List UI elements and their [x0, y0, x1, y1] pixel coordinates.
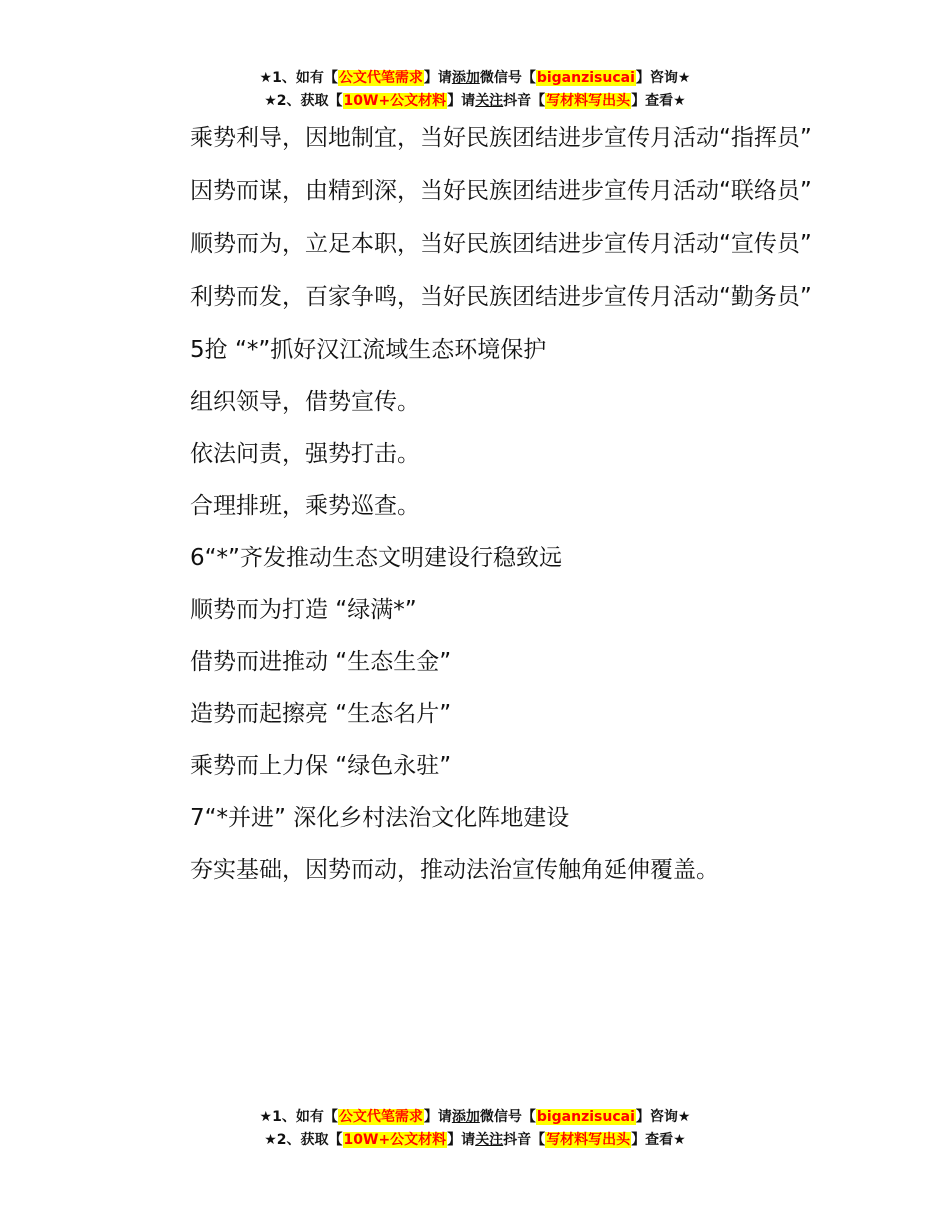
section-heading: 7“*并进” 深化乡村法治文化阵地建设	[190, 805, 570, 831]
paragraph: 乘势利导，因地制宜，当好民族团结进步宣传月活动“指挥员”	[190, 125, 812, 151]
section-heading: 5抢 “*”抓好汉江流域生态环境保护	[190, 337, 547, 363]
banner-line-1: ★1、如有【公文代笔需求】请添加微信号【biganzisucai】咨询★	[259, 1109, 691, 1125]
paragraph: 乘势而上力保 “绿色永驻”	[190, 753, 452, 779]
banner-line-1: ★1、如有【公文代笔需求】请添加微信号【biganzisucai】咨询★	[259, 70, 691, 86]
paragraph: 合理排班，乘势巡查。	[190, 493, 420, 519]
highlight-wechat-id: biganzisucai	[536, 1109, 635, 1125]
paragraph: 因势而谋，由精到深，当好民族团结进步宣传月活动“联络员”	[190, 178, 812, 204]
highlight-materials: 10W+公文材料	[343, 93, 447, 109]
paragraph: 组织领导，借势宣传。	[190, 389, 420, 415]
paragraph: 造势而起擦亮 “生态名片”	[190, 701, 452, 727]
paragraph: 顺势而为，立足本职，当好民族团结进步宣传月活动“宣传员”	[190, 231, 812, 257]
banner-line-2: ★2、获取【10W+公文材料】请关注抖音【写材料写出头】查看★	[264, 93, 686, 109]
highlight-douyin: 写材料写出头	[546, 1132, 631, 1148]
banner-line-2: ★2、获取【10W+公文材料】请关注抖音【写材料写出头】查看★	[264, 1132, 686, 1148]
paragraph: 依法问责，强势打击。	[190, 441, 420, 467]
top-banner	[0, 67, 950, 113]
highlight-douyin: 写材料写出头	[546, 93, 631, 109]
highlight-materials: 10W+公文材料	[343, 1132, 447, 1148]
section-heading: 6“*”齐发推动生态文明建设行稳致远	[190, 545, 562, 571]
highlight-service: 公文代笔需求	[338, 1109, 423, 1125]
document-body	[140, 117, 812, 901]
paragraph: 利势而发，百家争鸣，当好民族团结进步宣传月活动“勤务员”	[190, 284, 812, 310]
bottom-banner	[0, 1106, 950, 1152]
paragraph: 借势而进推动 “生态生金”	[190, 649, 452, 675]
highlight-wechat-id: biganzisucai	[536, 70, 635, 86]
paragraph: 顺势而为打造 “绿满*”	[190, 597, 417, 623]
highlight-service: 公文代笔需求	[338, 70, 423, 86]
paragraph: 夯实基础，因势而动，推动法治宣传触角延伸覆盖。	[190, 857, 719, 883]
